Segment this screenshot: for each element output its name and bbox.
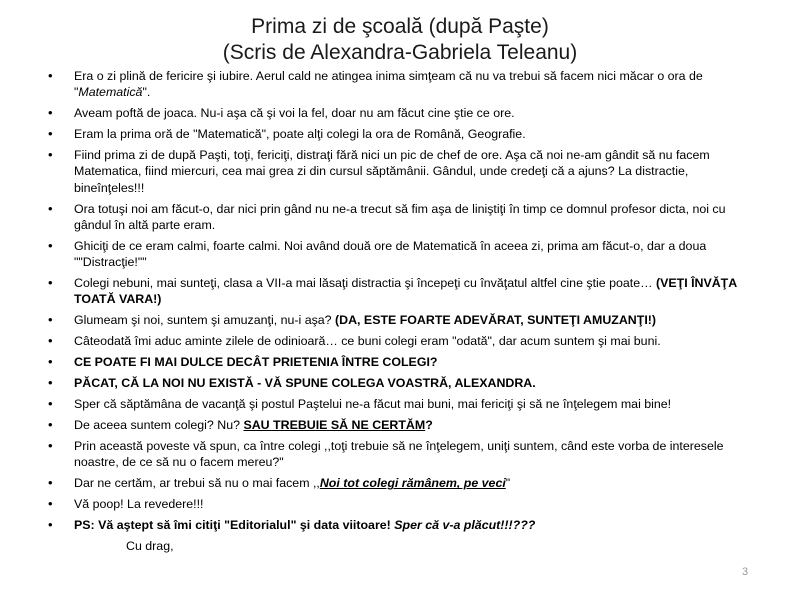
list-item (48, 333, 760, 349)
list-item-text: Colegi nebuni, mai sunteţi, clasa a VII-a mai lăsaţi distractia şi începeţi cu învăţatul altfel cine ştie poate… (74, 276, 656, 291)
list-item-text: Câteodată îmi aduc aminte zilele de odinioară… ce buni colegi eram "odată", dar acum suntem şi mai buni. (74, 334, 661, 349)
page-number: 3 (742, 566, 749, 578)
title-line-1: Prima zi de şcoală (după Paşte) (251, 15, 549, 38)
list-item-text: Era o zi plină de fericire şi iubire. Aerul cald ne atingea inima simţeam că nu va trebui să facem nici măcar o ora de " (74, 69, 703, 100)
list-item-text: Sper că v-a plăcut!!!??? (394, 518, 536, 533)
list-item-text: CE POATE FI MAI DULCE DECÂT PRIETENIA ÎNTRE COLEGI? (74, 355, 438, 370)
list-item (48, 126, 760, 142)
list-item-text: ? (425, 418, 433, 433)
list-item-text: De aceea suntem colegi? Nu? (74, 418, 244, 433)
list-item-text: Glumeam şi noi, suntem şi amuzanţi, nu-i aşa? (74, 313, 336, 328)
list-item-text: ". (142, 85, 151, 100)
list-item (48, 312, 760, 328)
list-item (48, 438, 760, 470)
list-item (48, 475, 760, 491)
list-item-text: (VEŢI ÎNVĂŢA TOATĂ VARA!) (74, 276, 737, 307)
list-item (48, 375, 760, 391)
list-item-text: PS: Vă aştept să îmi citiţi "Editorialul" şi data viitoare! (74, 518, 395, 533)
list-item (48, 68, 760, 100)
list-item (48, 105, 760, 121)
slide-title (0, 14, 800, 66)
list-item (48, 396, 760, 412)
list-item (48, 275, 760, 307)
list-item-text: Eram la prima oră de "Matematică", poate alţi colegi la ora de Română, Geografie. (74, 127, 526, 142)
list-item-text: Vă poop! La revedere!!! (74, 497, 204, 512)
list-item (48, 517, 760, 533)
list-item (48, 201, 760, 233)
list-item-text: Sper că săptămâna de vacanţă şi postul Paştelui ne-a făcut mai buni, mai fericiţi şi să ne înţelegem mai bine! (74, 397, 672, 412)
list-item-text: Matematică (78, 85, 143, 100)
list-item-text: PĂCAT, CĂ LA NOI NU EXISTĂ - VĂ SPUNE COLEGA VOASTRĂ, ALEXANDRA. (74, 376, 536, 391)
bullet-list (48, 68, 760, 559)
list-item-text: Ora totuşi noi am făcut-o, dar nici prin gând nu ne-a trecut să fim aşa de liniştiţi în timp ce domnul profesor dicta, noi cu gândul în altă parte eram. (74, 201, 726, 232)
list-item (48, 538, 760, 554)
list-item-text: Cu drag, (126, 539, 174, 554)
list-item (48, 147, 760, 196)
list-item-text: (DA, ESTE FOARTE ADEVĂRAT, SUNTEŢI AMUZANŢI!) (335, 313, 657, 328)
list-item (48, 238, 760, 270)
list-item-text: " (505, 476, 511, 491)
list-item-text: Aveam poftă de joaca. Nu-i aşa că şi voi la fel, doar nu am făcut cine ştie ce ore. (74, 106, 515, 121)
list-item-text: Fiind prima zi de după Paşti, toţi, fericiţi, distraţi fără nici un pic de chef de ore. Aşa că noi ne-am gândit să nu facem Matematica, fiind miercuri, cea mai grea zi din cursul săptămânii. Gândul, unde credeţi că a ajuns? La distractie, bineînţeles!!! (74, 148, 710, 195)
list-item-text: Prin această poveste vă spun, ca între colegi ,,toţi trebuie să ne înţelegem, uniţi suntem, când este vorba de interesele noastre, de ce să nu o facem mereu?" (74, 439, 724, 470)
list-item (48, 496, 760, 512)
list-item-text: Noi tot colegi rămânem, pe veci (319, 476, 506, 491)
list-item-text: Ghiciţi de ce eram calmi, foarte calmi. Noi având două ore de Matematică în aceea zi, prima am făcut-o, dar a doua ""Distracţie!"" (74, 238, 707, 270)
list-item (48, 354, 760, 370)
list-item-text: SAU TREBUIE SĂ NE CERTĂM (243, 418, 426, 433)
list-item (48, 417, 760, 433)
title-line-2: (Scris de Alexandra-Gabriela Teleanu) (222, 41, 578, 64)
list-item-text: Dar ne certăm, ar trebui să nu o mai facem ,, (74, 476, 320, 491)
